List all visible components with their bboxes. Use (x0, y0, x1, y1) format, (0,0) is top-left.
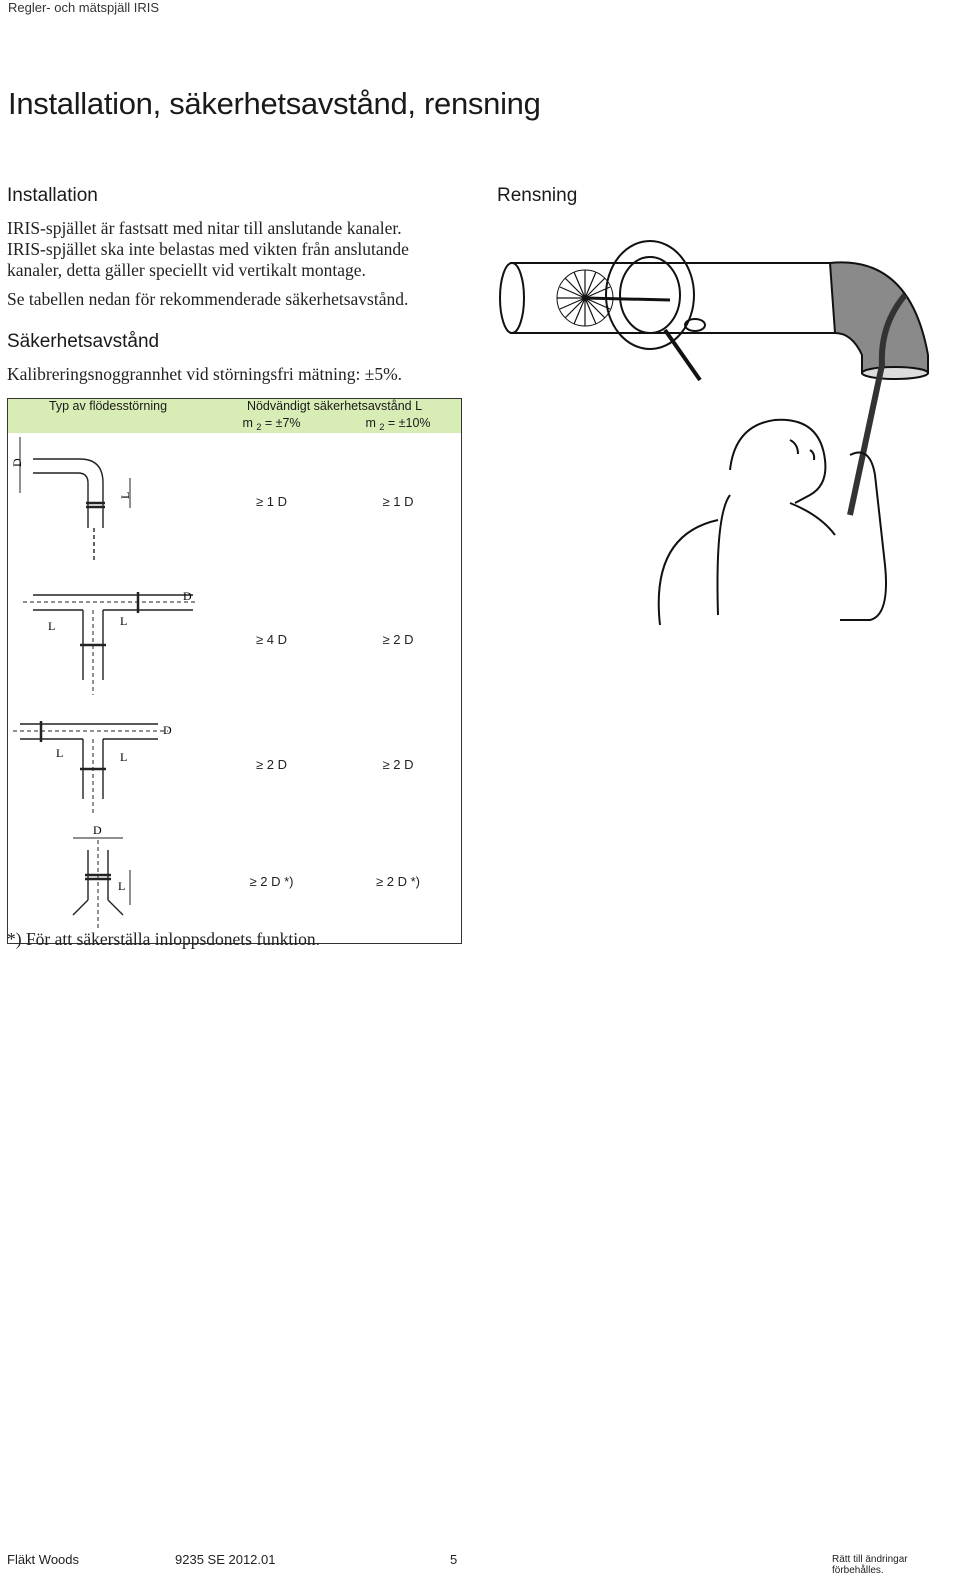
table-subheader-row (8, 416, 462, 433)
svg-text:D: D (183, 589, 192, 603)
inlet-disturbance-diagram (8, 820, 209, 944)
installation-line-3: kanaler, detta gäller speciellt vid vertikalt montage. (7, 260, 366, 280)
table-reference-text: Se tabellen nedan för rekommenderade säkerhetsavstånd. (7, 289, 409, 309)
installation-paragraph (7, 218, 487, 281)
row1-value-10: ≥ 1 D (382, 494, 414, 509)
svg-text:D: D (93, 823, 102, 837)
disturbance-type-header: Typ av flödesstörning (48, 399, 168, 413)
table-row (8, 433, 462, 570)
row4-value-10: ≥ 2 D *) (376, 874, 420, 889)
installation-line-2: IRIS-spjället ska inte belastas med vikten från anslutande (7, 239, 409, 259)
row1-value-7: ≥ 1 D (256, 494, 287, 509)
footer-rights: Rätt till ändringar förbehålles. (832, 1554, 908, 1576)
accuracy-10-header: m $_2$ = ±10% (365, 416, 431, 432)
svg-text:L: L (48, 619, 56, 633)
row4-value-7: ≥ 2 D *) (249, 874, 294, 889)
svg-text:L: L (120, 750, 128, 764)
cleaning-heading: Rensning (497, 185, 578, 206)
page-title: Installation, säkerhetsavstånd, rensning (8, 86, 541, 121)
footer-doc-number: 9235 SE 2012.01 (175, 1552, 276, 1567)
footnote: *) För att säkerställa inloppsdonets funktion. (7, 929, 321, 949)
svg-text:L: L (56, 746, 64, 760)
installation-line-1: IRIS-spjället är fastsatt med nitar till anslutande kanaler. (7, 218, 402, 238)
tee-branch-disturbance-diagram (8, 570, 209, 709)
table-row (8, 709, 462, 820)
bend-disturbance-diagram (8, 433, 209, 570)
svg-text:L: L (118, 879, 126, 893)
subheader-empty (8, 416, 209, 433)
svg-text:D: D (163, 723, 172, 737)
duct-cleaning-illustration (490, 235, 950, 625)
tee-split-disturbance-diagram (8, 709, 209, 820)
table-header-row (8, 399, 462, 417)
svg-text:L: L (118, 491, 132, 499)
required-distance-header: Nödvändigt säkerhetsavstånd L (246, 399, 423, 413)
svg-text:L: L (120, 614, 128, 628)
footer-company: Fläkt Woods (7, 1552, 80, 1567)
row3-value-10: ≥ 2 D (382, 757, 414, 772)
document-header-title: Regler- och mätspjäll IRIS (8, 0, 159, 15)
safety-distance-table (7, 398, 462, 944)
footer-page-number: 5 (450, 1552, 458, 1567)
table-row (8, 570, 462, 709)
safety-distance-heading: Säkerhetsavstånd (7, 331, 160, 352)
row2-value-7: ≥ 4 D (256, 632, 287, 647)
svg-text:D: D (10, 458, 24, 467)
row3-value-7: ≥ 2 D (256, 757, 287, 772)
row2-value-10: ≥ 2 D (382, 632, 414, 647)
calibration-accuracy-text: Kalibreringsnoggrannhet vid störningsfri mätning: ±5%. (7, 364, 403, 384)
table-row (8, 820, 462, 944)
installation-heading: Installation (7, 185, 98, 206)
accuracy-7-header: m $_2$ = ±7% (242, 416, 301, 432)
